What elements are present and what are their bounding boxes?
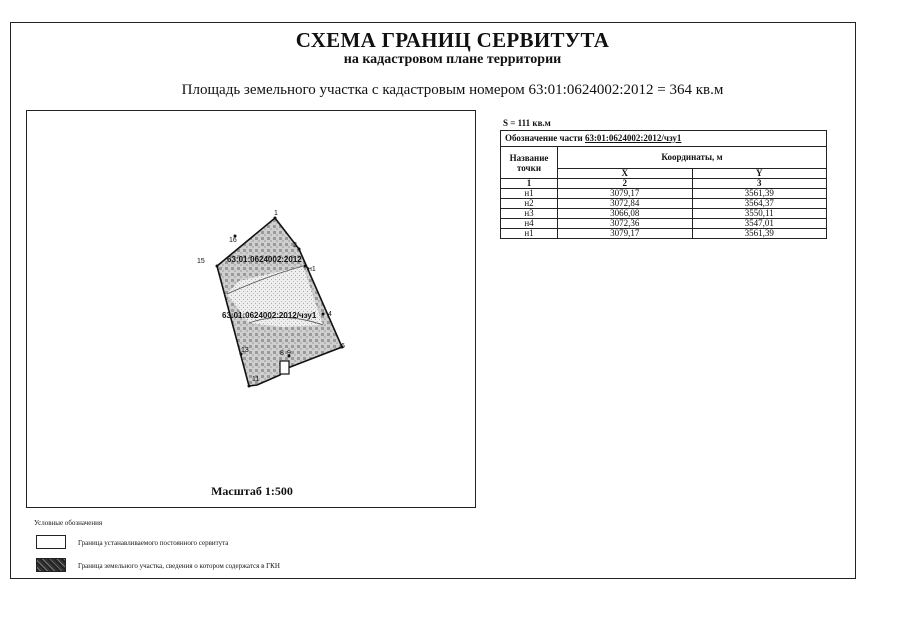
point-label-16: 16 (229, 237, 237, 244)
cell-name: н4 (501, 219, 558, 229)
cell-x: 3079,17 (558, 229, 693, 239)
legend-swatch-servitude (36, 535, 66, 549)
point-label-4: 4 (328, 311, 332, 318)
point-label-11: 11 (252, 376, 260, 383)
cell-x: 3079,17 (558, 189, 693, 199)
col-coordinates: Координаты, м (558, 147, 827, 169)
cell-y: 3561,39 (692, 229, 827, 239)
col-x: X (558, 169, 693, 179)
col-y: Y (692, 169, 827, 179)
page-subtitle: на кадастровом плане территории (343, 52, 562, 67)
col-num-1: 1 (501, 179, 558, 189)
structure-marker (280, 361, 289, 374)
table-row (501, 229, 827, 239)
table-row (501, 189, 827, 199)
parcel-number-label: 63:01:0624002:2012 (227, 255, 302, 264)
page-title: СХЕМА ГРАНИЦ СЕРВИТУТА (295, 28, 610, 52)
point-label-9: 9 (287, 350, 291, 357)
point-label-6: 6 (341, 343, 345, 350)
point-label-n1: н1 (308, 266, 316, 273)
col-point-name: Название точки (501, 147, 558, 179)
cell-y: 3564,37 (692, 199, 827, 209)
servitude-area-value: S = 111 кв.м (503, 118, 551, 128)
cell-y: 3561,39 (692, 189, 827, 199)
table-row (501, 209, 827, 219)
servitude-number-label: 63:01:0624002:2012/чзу1 (222, 311, 317, 320)
cell-name: н1 (501, 189, 558, 199)
designation-value: 63:01:0624002:2012/чзу1 (584, 133, 682, 143)
cell-name: н3 (501, 209, 558, 219)
col-num-2: 2 (558, 179, 693, 189)
cell-y: 3550,11 (692, 209, 827, 219)
coordinates-table (500, 130, 827, 239)
cell-x: 3066,08 (558, 209, 693, 219)
legend-swatch-parcel (36, 558, 66, 572)
cell-x: 3072,36 (558, 219, 693, 229)
parcel-area-line: Площадь земельного участка с кадастровым номером 63:01:0624002:2012 = 364 кв.м (181, 82, 724, 98)
column-number-row (501, 179, 827, 189)
designation-row (501, 131, 827, 147)
cadastral-map (26, 110, 476, 508)
legend-text-parcel: Граница земельного участка, сведения о котором содержатся в ГКН (78, 562, 280, 570)
legend-title: Условные обозначения (34, 519, 103, 527)
point-label-1: 1 (274, 210, 278, 217)
point-label-15: 15 (197, 258, 205, 265)
cell-y: 3547,01 (692, 219, 827, 229)
table-row (501, 199, 827, 209)
designation-label: Обозначение части (505, 133, 583, 143)
col-num-3: 3 (692, 179, 827, 189)
column-header-row (501, 147, 827, 169)
point-label-8: 8 (280, 350, 284, 357)
point-label-13: 13 (241, 347, 249, 354)
point-label-2: 2 (293, 242, 297, 249)
map-drawing (27, 111, 477, 509)
cell-name: н2 (501, 199, 558, 209)
table-row (501, 219, 827, 229)
cell-x: 3072,84 (558, 199, 693, 209)
map-scale: Масштаб 1:500 (211, 484, 293, 498)
cell-name: н1 (501, 229, 558, 239)
legend-text-servitude: Граница устанавливаемого постоянного сервитута (78, 539, 229, 547)
